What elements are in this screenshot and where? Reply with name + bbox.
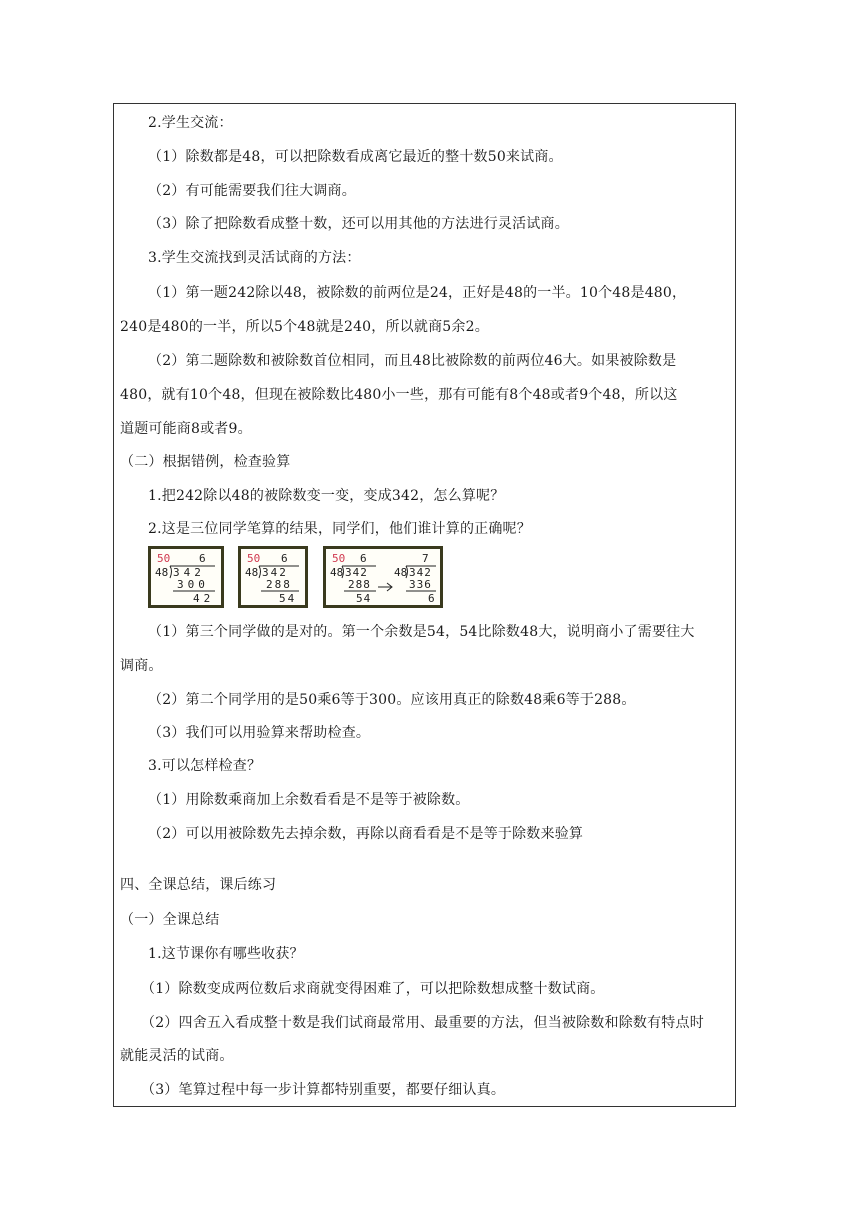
text-line: （1）除数都是48，可以把除数看成离它最近的整十数50来试商。 bbox=[148, 149, 563, 165]
section-heading: 四、全课总结，课后练习 bbox=[120, 877, 277, 893]
corrected-product: 336 bbox=[409, 578, 432, 591]
dividend: 342 bbox=[173, 566, 205, 579]
text-line: （2）四舍五入看成整十数是我们试商最常用、最重要的方法，但当被除数和除数有特点时 bbox=[141, 1015, 704, 1031]
text-line: 3.可以怎样检查？ bbox=[148, 758, 262, 774]
text-line: （3）我们可以用验算来帮助检查。 bbox=[148, 725, 371, 741]
remainder: 42 bbox=[193, 592, 215, 605]
text-line: 道题可能商8或者9。 bbox=[120, 421, 252, 437]
corrected-quotient: 7 bbox=[422, 552, 429, 565]
section-heading: （二）根据错例，检查验算 bbox=[120, 454, 291, 470]
text-line: （1）用除数乘商加上余数看看是不是等于被除数。 bbox=[148, 792, 470, 808]
text-line: 1.这节课你有哪些收获？ bbox=[148, 946, 304, 962]
product: 300 bbox=[177, 578, 209, 591]
student-work-image-3 bbox=[323, 546, 443, 608]
text-line: （1）第三个同学做的是对的。第一个余数是54，54比除数48大，说明商小了需要往大 bbox=[148, 624, 695, 640]
divisor-2: 48 bbox=[394, 566, 408, 579]
trial-divisor: 50 bbox=[247, 552, 261, 565]
divisor: 48 bbox=[330, 566, 344, 579]
text-line: （3）笔算过程中每一步计算都特别重要，都要仔细认真。 bbox=[141, 1082, 506, 1098]
text-line: 就能灵活的试商。 bbox=[120, 1048, 234, 1064]
quotient: 6 bbox=[199, 552, 206, 565]
text-line: 调商。 bbox=[120, 658, 163, 674]
quotient: 6 bbox=[281, 552, 288, 565]
text-line: 1.把242除以48的被除数变一变，变成342，怎么算呢？ bbox=[148, 488, 505, 504]
text-line: （3）除了把除数看成整十数，还可以用其他的方法进行灵活试商。 bbox=[148, 216, 569, 232]
dividend: 342 bbox=[262, 566, 288, 579]
text-line: （2）第二个同学用的是50乘6等于300。应该用真正的除数48乘6等于288。 bbox=[148, 692, 636, 708]
arrow-right-icon bbox=[378, 583, 392, 591]
text-line: 240是480的一半，所以5个48就是240，所以就商5余2。 bbox=[120, 319, 489, 335]
dividend: 342 bbox=[345, 566, 368, 579]
student-work-image-2 bbox=[238, 546, 308, 608]
trial-divisor: 50 bbox=[332, 552, 346, 565]
remainder: 54 bbox=[356, 592, 372, 605]
text-line: 3.学生交流找到灵活试商的方法： bbox=[148, 250, 361, 266]
text-line: 2.这是三位同学笔算的结果，同学们，他们谁计算的正确呢？ bbox=[148, 521, 531, 537]
remainder: 54 bbox=[279, 592, 297, 605]
text-line: 480，就有10个48，但现在被除数比480小一些，那有可能有8个48或者9个48，所以这 bbox=[120, 387, 678, 403]
dividend-2: 342 bbox=[409, 566, 432, 579]
product: 288 bbox=[348, 578, 371, 591]
divisor: 48 bbox=[155, 566, 169, 579]
corrected-remainder: 6 bbox=[428, 592, 435, 605]
text-line: （1）除数变成两位数后求商就变得困难了，可以把除数想成整十数试商。 bbox=[141, 981, 605, 997]
student-work-image-1 bbox=[148, 546, 224, 608]
text-line: （2）有可能需要我们往大调商。 bbox=[148, 183, 356, 199]
text-line: 2.学生交流： bbox=[148, 115, 233, 131]
text-line: （2）第二题除数和被除数首位相同，而且48比被除数的前两位46大。如果被除数是 bbox=[148, 353, 677, 369]
product: 288 bbox=[266, 578, 292, 591]
divisor: 48 bbox=[245, 566, 259, 579]
quotient: 6 bbox=[360, 552, 367, 565]
text-line: （1）第一题242除以48，被除数的前两位是24，正好是48的一半。10个48是480， bbox=[148, 285, 687, 301]
trial-divisor: 50 bbox=[157, 552, 171, 565]
text-line: （2）可以用被除数先去掉余数，再除以商看看是不是等于除数来验算 bbox=[148, 826, 584, 842]
section-heading: （一）全课总结 bbox=[120, 912, 220, 928]
